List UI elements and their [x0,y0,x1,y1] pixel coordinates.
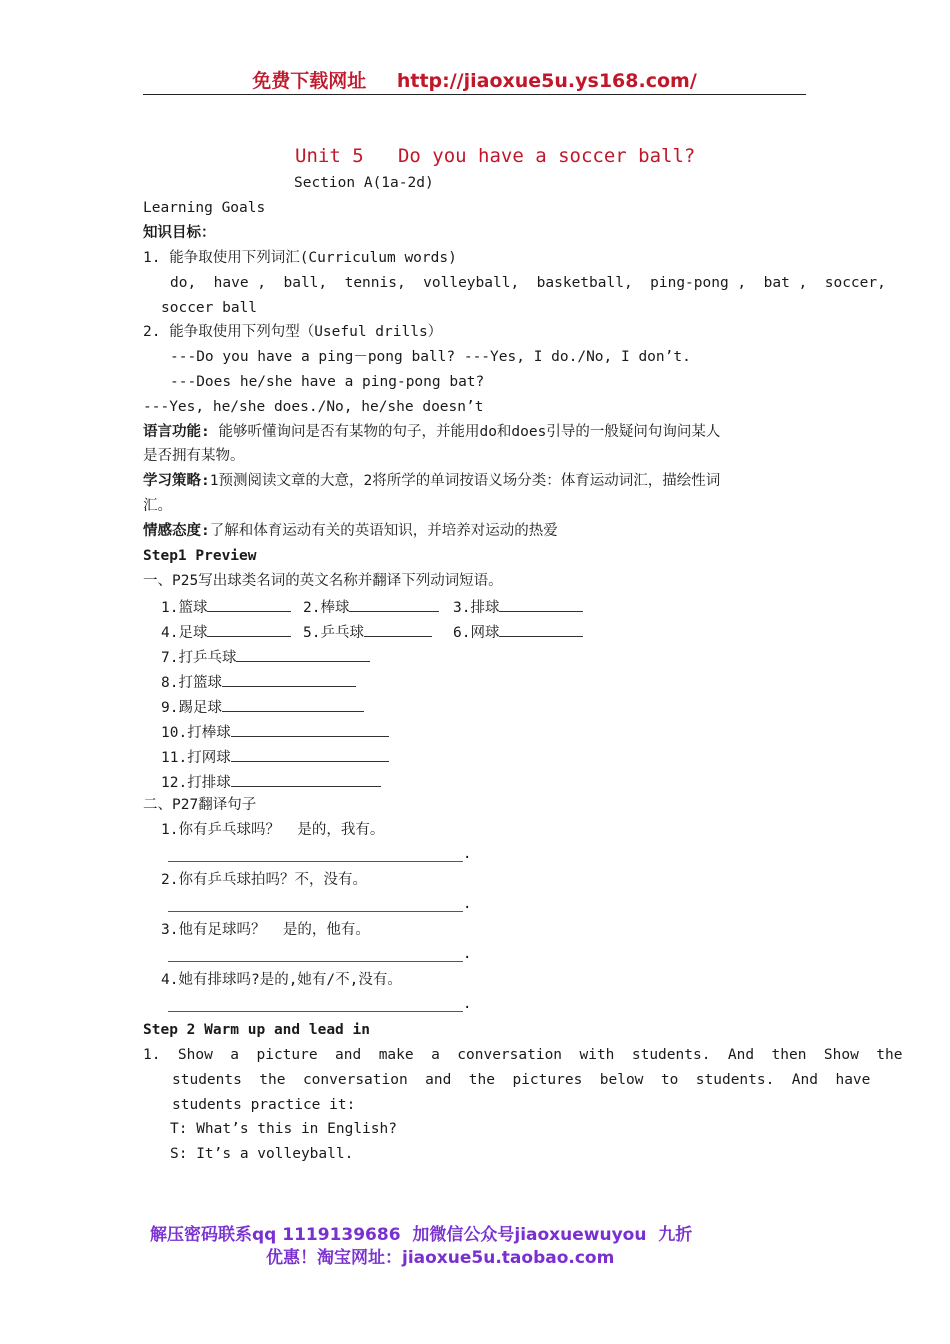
dialog-teacher: T: What’s this in English? [170,1121,397,1137]
answer-blank[interactable] [207,622,291,637]
answer-line[interactable] [168,961,463,962]
answer-blank[interactable] [222,697,364,712]
phrase-item: 11.打网球 [161,747,389,767]
answer-blank[interactable] [499,622,583,637]
answer-blank[interactable] [207,597,291,612]
language-text-2: 是否拥有某物。 [143,448,245,464]
vocab-item: 3.排球 [453,597,583,617]
part1-instruction: 一、P25写出球类名词的英文名称并翻译下列动词短语。 [143,573,503,589]
phrase-item: 10.打棒球 [161,722,389,742]
emotion-text: 了解和体育运动有关的英语知识，并培养对运动的热爱 [209,523,558,539]
step2-line-2: students the conversation and the pictures below to students. And have [172,1072,871,1088]
footer-line-1: 解压密码联系qq 1119139686 加微信公众号jiaoxuewuyou 九折 [150,1225,693,1245]
sentence-item: 3.他有足球吗？ 是的，他有。 [161,922,370,938]
knowledge-goal-heading: 知识目标： [143,225,216,241]
phrase-item: 8.打篮球 [161,672,356,692]
drill-2: ---Does he/she have a ping-pong bat? [170,374,485,390]
emotion-attitude [143,522,558,540]
words-line-1: do, have , ball, tennis, volleyball, basketball, ping-pong , bat , soccer, [170,275,886,291]
answer-line[interactable] [168,861,463,862]
sentence-item: 1.你有乒乓球吗？ 是的，我有。 [161,822,385,838]
dialog-student: S: It’s a volleyball. [170,1146,354,1162]
phrase-item: 7.打乒乓球 [161,647,370,667]
drill-3: ---Yes, he/she does./No, he/she doesn’t [143,399,484,415]
answer-blank[interactable] [349,597,439,612]
item-1: 1. 能争取使用下列词汇(Curriculum words) [143,250,457,266]
vocab-item: 2.棒球 [303,597,439,617]
language-label: 语言功能: [143,424,210,440]
language-function [143,423,720,441]
answer-blank[interactable] [499,597,583,612]
vocab-item: 4.足球 [161,622,291,642]
answer-blank[interactable] [222,672,356,687]
item-2: 2. 能争取使用下列句型（Useful drills） [143,324,443,340]
step2-line-1: 1. Show a picture and make a conversation with students. And then Show the [143,1047,903,1063]
strategy-text: 1预测阅读文章的大意，2将所学的单词按语义场分类：体育运动词汇，描绘性词 [209,473,721,489]
answer-line[interactable] [168,911,463,912]
answer-line[interactable] [168,1011,463,1012]
answer-blank[interactable] [364,622,432,637]
vocab-item: 6.网球 [453,622,583,642]
header-label: 免费下载网址 [252,70,367,92]
sentence-item: 4.她有排球吗?是的,她有/不,没有。 [161,972,402,988]
footer-line-2: 优惠！淘宝网址：jiaoxue5u.taobao.com [266,1248,615,1268]
drill-1: ---Do you have a ping－pong ball? ---Yes, I do./No, I don’t. [170,349,691,365]
step2-line-3: students practice it: [172,1097,356,1113]
header-url[interactable]: http://jiaoxue5u.ys168.com/ [396,70,697,92]
learning-goals-heading: Learning Goals [143,200,266,216]
answer-blank[interactable] [231,772,381,787]
step1-heading: Step1 Preview [143,548,257,564]
page-title: Unit 5 Do you have a soccer ball? [295,145,696,167]
page-header [143,66,806,95]
learning-strategy [143,472,720,490]
step2-heading: Step 2 Warm up and lead in [143,1022,370,1038]
sentence-item: 2.你有乒乓球拍吗？不，没有。 [161,872,367,888]
emotion-label: 情感态度: [143,523,210,539]
language-text: 能够听懂询问是否有某物的句子，并能用do和does引导的一般疑问句询问某人 [209,424,721,440]
answer-blank[interactable] [231,722,389,737]
vocab-item: 1.篮球 [161,597,291,617]
section-title: Section A(1a-2d) [294,175,434,191]
phrase-item: 9.踢足球 [161,697,364,717]
strategy-text-2: 汇。 [143,498,172,514]
phrase-item: 12.打排球 [161,772,381,792]
answer-blank[interactable] [236,647,370,662]
part2-instruction: 二、P27翻译句子 [143,797,257,813]
strategy-label: 学习策略: [143,473,210,489]
words-line-2: soccer ball [161,300,258,316]
answer-blank[interactable] [231,747,389,762]
vocab-item: 5.乒乓球 [303,622,432,642]
